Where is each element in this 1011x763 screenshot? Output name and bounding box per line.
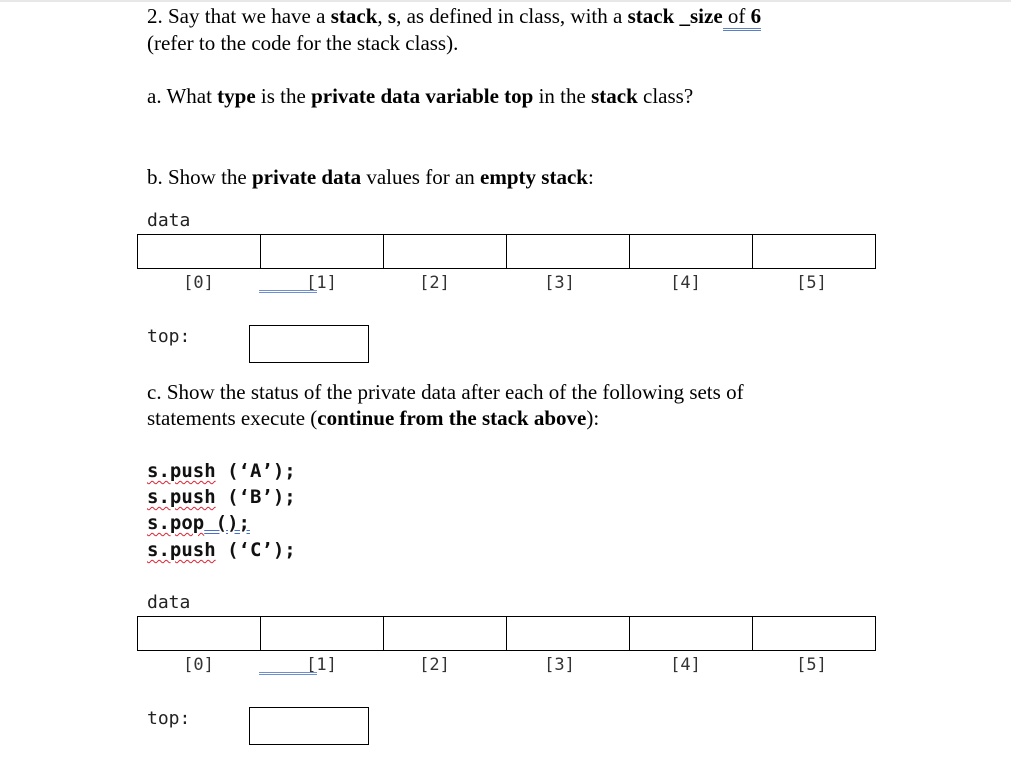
- index-1-underline: [259, 672, 317, 675]
- code-args: (‘C’);: [215, 539, 296, 561]
- code-call: s.pop: [147, 512, 205, 534]
- code-call: s.push: [147, 486, 216, 508]
- code-line-3: [147, 512, 250, 534]
- array-cell-1[interactable]: [261, 235, 384, 268]
- a-text: is the: [255, 84, 312, 108]
- index-label-0: [0]: [183, 273, 214, 293]
- array-cell-3[interactable]: [507, 235, 630, 268]
- code-args: (‘A’);: [215, 460, 296, 482]
- part-c-line-2: [147, 406, 599, 431]
- q-text: 2. Say that we have a: [147, 4, 331, 28]
- a-bold-stack: stack: [591, 84, 638, 108]
- part-b: [147, 165, 594, 190]
- array-cell-2[interactable]: [384, 617, 507, 650]
- q-bold-s: s: [387, 4, 397, 28]
- c-text: ):: [586, 406, 600, 430]
- index-label-1: [1]: [306, 655, 337, 675]
- q-text-of: of: [723, 4, 751, 31]
- index-label-3: [3]: [544, 273, 575, 293]
- top-value-box-1[interactable]: [249, 325, 369, 363]
- index-label-3: [3]: [544, 655, 575, 675]
- q-bold-stack: stack: [330, 4, 378, 28]
- index-label-4: [4]: [670, 655, 701, 675]
- code-args: (‘B’);: [215, 486, 296, 508]
- code-line-1: [147, 460, 296, 482]
- top-label-1: top:: [147, 326, 191, 347]
- index-label-4: [4]: [670, 273, 701, 293]
- q-text: , as defined in class, with a: [396, 4, 628, 28]
- index-label-2: [2]: [419, 655, 450, 675]
- array-cell-5[interactable]: [753, 235, 875, 268]
- question-line-1: [147, 4, 761, 29]
- array-cell-4[interactable]: [630, 617, 753, 650]
- top-label-2: top:: [147, 708, 191, 729]
- b-text: b. Show the: [147, 165, 252, 189]
- b-text: values for an: [361, 165, 481, 189]
- data-label-2: data: [147, 592, 191, 613]
- q-bold-six: 6: [751, 4, 762, 31]
- q-text: ,: [377, 4, 388, 28]
- c-text: statements execute (: [147, 406, 318, 430]
- code-call: s.push: [147, 539, 216, 561]
- index-label-5: [5]: [796, 655, 827, 675]
- a-bold-private-top: private data variable top: [311, 84, 534, 108]
- a-text: in the: [533, 84, 592, 108]
- code-line-2: [147, 486, 296, 508]
- array-cell-1[interactable]: [261, 617, 384, 650]
- top-value-box-2[interactable]: [249, 707, 369, 745]
- question-line-2: (refer to the code for the stack class).: [147, 31, 459, 55]
- a-bold-type: type: [217, 84, 256, 108]
- index-label-1: [1]: [306, 273, 337, 293]
- page-top-border: [0, 0, 1011, 2]
- code-line-4: [147, 539, 296, 561]
- code-call: s.push: [147, 460, 216, 482]
- index-label-0: [0]: [183, 655, 214, 675]
- data-array-2: [137, 616, 876, 651]
- part-a: [147, 84, 693, 109]
- b-text: :: [587, 165, 594, 189]
- data-array-1: [137, 234, 876, 269]
- array-cell-5[interactable]: [753, 617, 875, 650]
- c-bold-continue: continue from the stack above: [317, 406, 587, 430]
- code-args: ();: [204, 512, 250, 534]
- b-bold-empty-stack: empty stack: [480, 165, 588, 189]
- array-cell-3[interactable]: [507, 617, 630, 650]
- b-bold-private-data: private data: [252, 165, 362, 189]
- a-text: a. What: [147, 84, 218, 108]
- array-cell-0[interactable]: [138, 235, 261, 268]
- index-1-underline: [259, 290, 317, 293]
- data-label-1: data: [147, 210, 191, 231]
- array-cell-4[interactable]: [630, 235, 753, 268]
- part-c-line-1: c. Show the status of the private data after each of the following sets of: [147, 380, 744, 404]
- index-label-5: [5]: [796, 273, 827, 293]
- a-text: class?: [637, 84, 694, 108]
- q-bold-stack-size: stack _size: [627, 4, 723, 28]
- array-cell-2[interactable]: [384, 235, 507, 268]
- array-cell-0[interactable]: [138, 617, 261, 650]
- index-label-2: [2]: [419, 273, 450, 293]
